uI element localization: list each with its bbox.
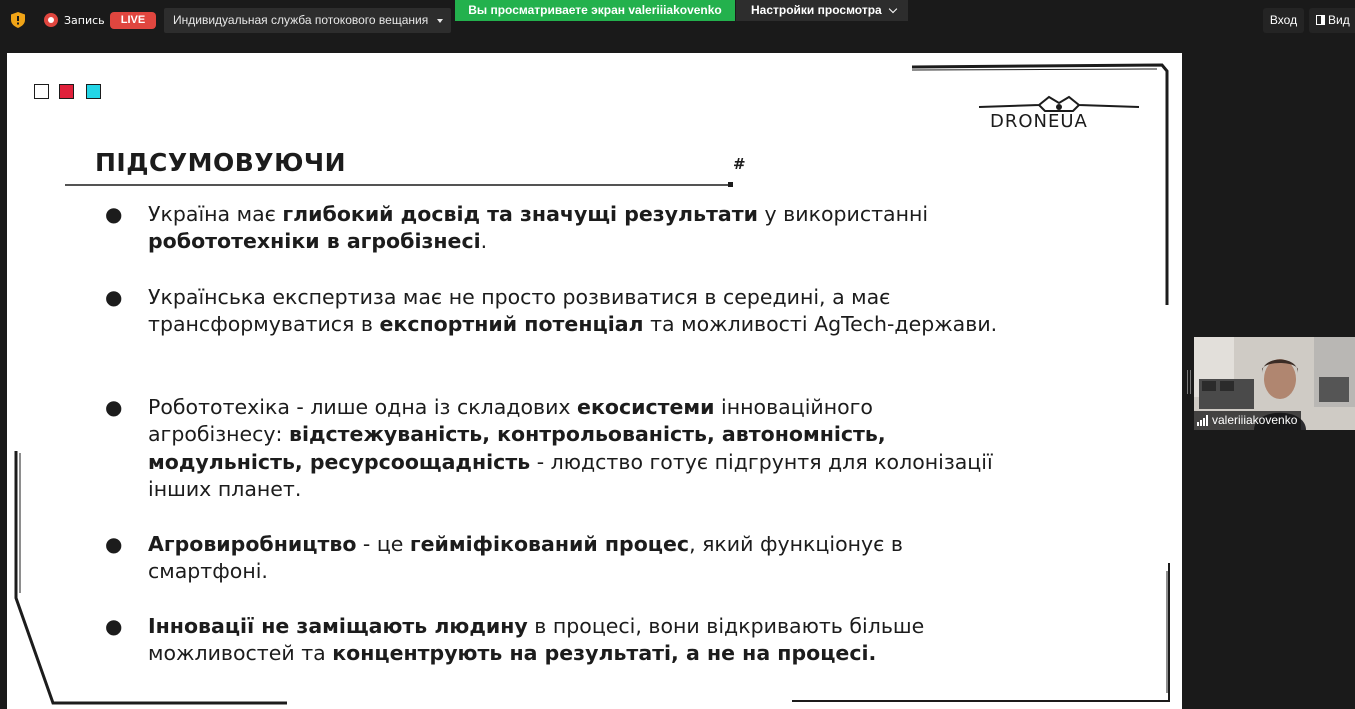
stream-service-dropdown[interactable] — [164, 8, 451, 33]
view-button[interactable] — [1309, 8, 1355, 33]
viewing-screen-banner: Вы просматриваете экран valeriiiakovenko — [455, 0, 735, 21]
bullet-text: Агровиробництво - це гейміфікований процес, який функціонує в смартфоні. — [148, 532, 903, 584]
record-indicator[interactable] — [44, 10, 105, 30]
white-square-icon — [34, 84, 49, 99]
view-settings-label: Настройки просмотра — [751, 3, 882, 17]
participant-name-label — [1194, 411, 1301, 430]
live-badge[interactable]: LIVE — [110, 12, 156, 29]
slide-title: ПІДСУМОВУЮЧИ — [95, 148, 347, 177]
shared-screen-slide: DRONEUA ПІДСУМОВУЮЧИ # ● Україна має глибокий досвід та значущі результати у використанні робототехніки в агробізнесі. ● Українська експертиза має не просто розвиватися в середині, а має трансформуватися в експортний потенціал та можливості AgTech-держави. ● Робототехіка - лише одна із складових екосистеми інноваційного агробізнесу: відстежуваність, контрольованість, автономність, модульність, ресурсоощадність - людство готує підгрунтя для колонізації інших планет. ● Агровиробництво - це гейміфікований процес, який функціонує в смартфоні. ● Інновації не заміщають людину в процесі, вони відкривають більше можливостей та концентрують на результаті, а не на процесі. — [7, 53, 1182, 709]
drone-logo-text: DRONEUA — [990, 111, 1088, 132]
bullet-text: Українська експертиза має не просто розвиватися в середині, а має трансформуватися в експортний потенціал та можливості AgTech-держави. — [148, 285, 998, 337]
view-settings-button[interactable] — [736, 0, 908, 21]
chevron-down-icon — [889, 5, 897, 13]
participant-name: valeriiiakovenko — [1212, 413, 1298, 427]
record-icon — [44, 13, 58, 27]
bullet-text: Робототехіка - лише одна із складових екосистеми інноваційного агробізнесу: відстежуваність, контрольованість, автономність, модульність, ресурсоощадність - людство готує підгрунтя для колонізації інших планет. — [148, 395, 993, 501]
pane-resize-handle[interactable] — [1187, 370, 1191, 394]
shield-icon[interactable] — [11, 12, 25, 28]
bullet-text: Інновації не заміщають людину в процесі, вони відкривають більше можливостей та концентрують на результаті, а не на процесі. — [148, 614, 925, 666]
bullet-text: Україна має глибокий досвід та значущі результати у використанні робототехніки в агробізнесі. — [148, 202, 929, 254]
hash-mark: # — [733, 155, 746, 173]
enter-button[interactable]: Вход — [1263, 8, 1304, 33]
view-layout-icon — [1316, 15, 1325, 25]
signal-strength-icon — [1197, 415, 1208, 426]
meeting-toolbar — [0, 0, 1355, 40]
view-label: Вид — [1328, 13, 1350, 27]
record-label: Запись — [64, 13, 105, 27]
red-square-icon — [59, 84, 74, 99]
participant-video-tile[interactable] — [1194, 337, 1355, 430]
cyan-square-icon — [86, 84, 101, 99]
stream-service-label: Индивидуальная служба потокового вещания — [173, 13, 429, 27]
caret-down-icon — [437, 19, 443, 23]
